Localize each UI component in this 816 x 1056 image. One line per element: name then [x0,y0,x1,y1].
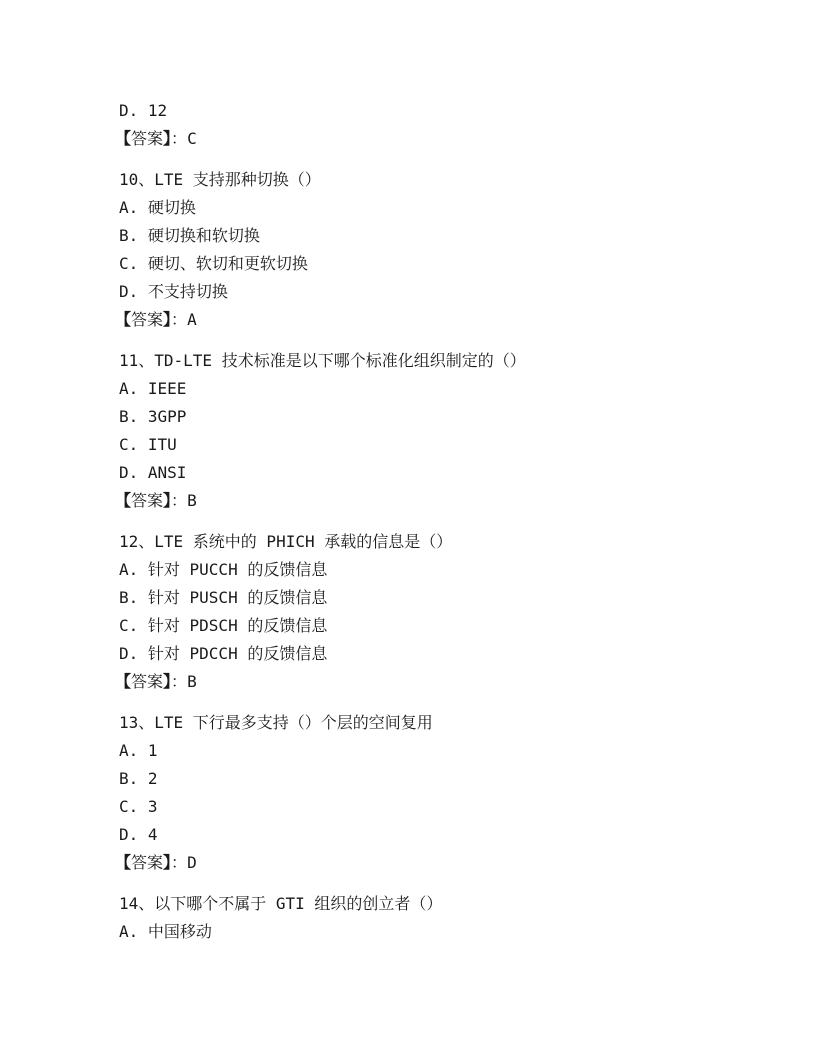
answer-bracket-close: 】 [163,672,172,691]
answer-separator: ： [171,672,188,691]
option-d: D. ANSI [119,463,187,482]
answer-line [115,125,759,153]
answer-bracket-close: 】 [163,129,172,148]
option-d: D. 4 [119,825,158,844]
answer-bracket-open: 【 [115,672,132,691]
answer-bracket-close: 】 [163,853,172,872]
question-block [119,890,759,946]
answer-separator: ： [171,310,188,329]
answer-bracket-open: 【 [115,129,132,148]
question-block [115,97,759,153]
question-text: 14、以下哪个不属于 GTI 组织的创立者（） [119,894,443,913]
option-c: C. 针对 PDSCH 的反馈信息 [119,616,328,635]
option-a: A. 中国移动 [119,922,212,941]
question-list [115,97,759,946]
answer-value: B [187,672,197,691]
answer-bracket-open: 【 [115,853,132,872]
question-block [115,709,759,877]
option-a: A. 针对 PUCCH 的反馈信息 [119,560,328,579]
option-c: C. ITU [119,435,177,454]
question-text: 10、LTE 支持那种切换（） [119,170,321,189]
question-block [115,347,759,515]
answer-line [115,306,759,334]
answer-label: 答案 [131,672,164,691]
option-b: B. 3GPP [119,407,187,426]
option-d: D. 12 [119,101,168,120]
question-block [115,166,759,334]
option-b: B. 2 [119,769,158,788]
answer-bracket-open: 【 [115,310,132,329]
option-c: C. 硬切、软切和更软切换 [119,254,308,273]
answer-value: D [187,853,197,872]
answer-separator: ： [171,853,188,872]
option-d: D. 针对 PDCCH 的反馈信息 [119,644,328,663]
answer-bracket-open: 【 [115,491,132,510]
answer-label: 答案 [131,491,164,510]
option-c: C. 3 [119,797,158,816]
option-b: B. 硬切换和软切换 [119,226,260,245]
option-b: B. 针对 PUSCH 的反馈信息 [119,588,328,607]
option-d: D. 不支持切换 [119,282,228,301]
answer-line [115,849,759,877]
option-a: A. IEEE [119,379,187,398]
answer-line [115,668,759,696]
option-a: A. 1 [119,741,158,760]
question-text: 11、TD-LTE 技术标准是以下哪个标准化组织制定的（） [119,351,526,370]
answer-separator: ： [171,491,188,510]
answer-label: 答案 [131,310,164,329]
answer-bracket-close: 】 [163,310,172,329]
question-block [115,528,759,696]
answer-bracket-close: 】 [163,491,172,510]
question-text: 13、LTE 下行最多支持（）个层的空间复用 [119,713,433,732]
answer-label: 答案 [131,853,164,872]
answer-value: C [187,129,197,148]
answer-value: B [187,491,197,510]
option-a: A. 硬切换 [119,198,196,217]
answer-value: A [187,310,197,329]
question-text: 12、LTE 系统中的 PHICH 承载的信息是（） [119,532,453,551]
answer-line [115,487,759,515]
answer-separator: ： [171,129,188,148]
answer-label: 答案 [131,129,164,148]
